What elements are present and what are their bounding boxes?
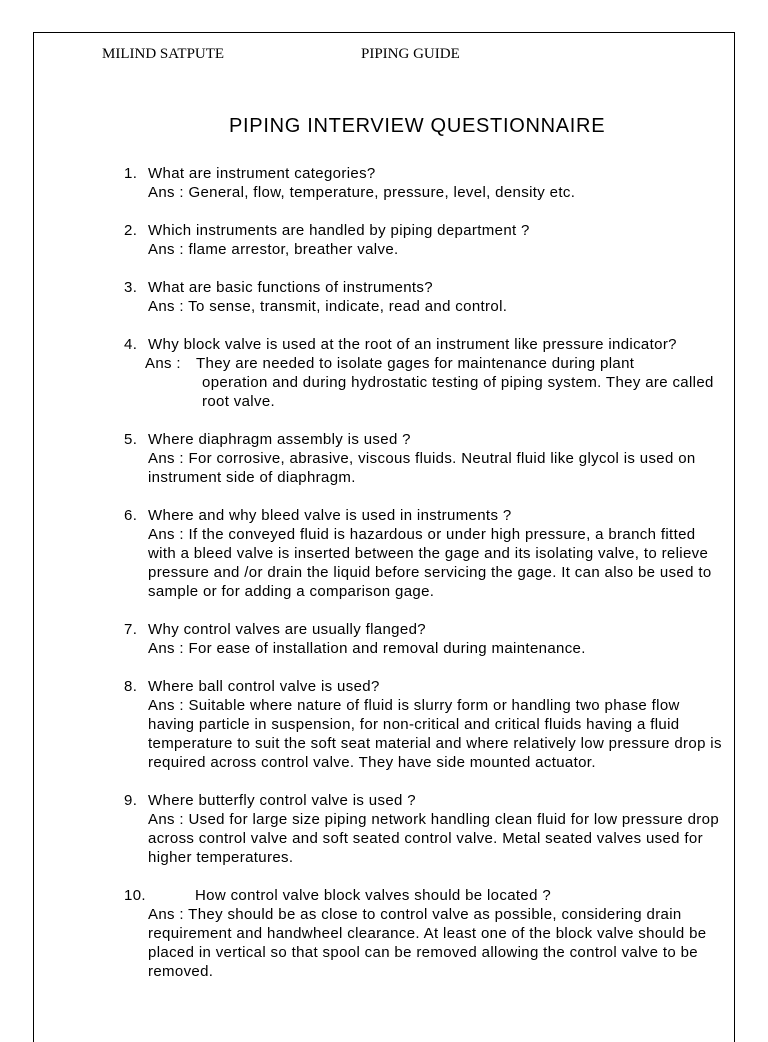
question-item bbox=[124, 677, 724, 772]
answer-text: Ans : For corrosive, abrasive, viscous fluids. Neutral fluid like glycol is used on instrument side of diaphragm. bbox=[148, 450, 696, 486]
answer-text: Ans : flame arrestor, breather valve. bbox=[148, 241, 399, 258]
question-number: 10. bbox=[124, 887, 146, 904]
answer-block bbox=[145, 354, 724, 411]
answer-text: Ans : Used for large size piping network handling clean fluid for low pressure drop across control valve and soft seated control valve. Metal seated valves used for higher temperatures. bbox=[148, 811, 720, 866]
question-item bbox=[124, 335, 724, 411]
question-list bbox=[124, 164, 724, 1000]
question-number: 4. bbox=[124, 336, 138, 353]
question-number: 8. bbox=[124, 678, 138, 695]
question-text: Why block valve is used at the root of an instrument like pressure indicator? bbox=[148, 336, 677, 353]
question-number: 9. bbox=[124, 792, 138, 809]
question-item bbox=[124, 430, 724, 487]
question-item bbox=[124, 278, 724, 316]
answer-text-continued: operation and during hydrostatic testing of piping system. They are called root valve. bbox=[202, 374, 714, 410]
question-number: 7. bbox=[124, 621, 138, 638]
question-item bbox=[124, 221, 724, 259]
question-text: Which instruments are handled by piping department ? bbox=[148, 222, 530, 239]
question-text: Why control valves are usually flanged? bbox=[148, 621, 426, 638]
question-item bbox=[124, 164, 724, 202]
question-text: Where diaphragm assembly is used ? bbox=[148, 431, 411, 448]
question-text: What are instrument categories? bbox=[148, 165, 376, 182]
page-title: PIPING INTERVIEW QUESTIONNAIRE bbox=[229, 115, 606, 137]
question-number: 5. bbox=[124, 431, 138, 448]
answer-text: Ans : General, flow, temperature, pressure, level, density etc. bbox=[148, 184, 576, 201]
question-number: 3. bbox=[124, 279, 138, 296]
question-item bbox=[124, 620, 724, 658]
answer-text: Ans : For ease of installation and removal during maintenance. bbox=[148, 640, 586, 657]
header-guide-title: PIPING GUIDE bbox=[361, 46, 460, 62]
question-text: Where and why bleed valve is used in instruments ? bbox=[148, 507, 512, 524]
question-text: Where ball control valve is used? bbox=[148, 678, 380, 695]
question-number: 1. bbox=[124, 165, 138, 182]
answer-label: Ans : bbox=[145, 355, 181, 372]
question-item bbox=[124, 506, 724, 601]
header-author: MILIND SATPUTE bbox=[102, 46, 225, 62]
answer-text: They are needed to isolate gages for maintenance during plant bbox=[196, 355, 635, 372]
question-number: 2. bbox=[124, 222, 138, 239]
question-text: Where butterfly control valve is used ? bbox=[148, 792, 416, 809]
question-item bbox=[124, 791, 724, 867]
answer-text: Ans : If the conveyed fluid is hazardous or under high pressure, a branch fitted with a bleed valve is inserted between the gage and its isolating valve, to relieve pressure and /or drain the liquid before servicing the gage. It can also be used to sample or for adding a comparison gage. bbox=[148, 526, 712, 600]
question-number: 6. bbox=[124, 507, 138, 524]
answer-text: Ans : To sense, transmit, indicate, read and control. bbox=[148, 298, 508, 315]
answer-text: Ans : They should be as close to control valve as possible, considering drain requirement and handwheel clearance. At least one of the block valve should be placed in vertical so that spool can be removed allowing the control valve to be removed. bbox=[148, 906, 707, 980]
question-item bbox=[124, 886, 724, 981]
question-text: How control valve block valves should be located ? bbox=[195, 887, 552, 904]
answer-text: Ans : Suitable where nature of fluid is slurry form or handling two phase flow having particle in suspension, for non-critical and critical fluids having a fluid temperature to suit the soft seat material and where relatively low pressure drop is required across control valve. They have side mounted actuator. bbox=[148, 697, 722, 771]
question-text: What are basic functions of instruments? bbox=[148, 279, 433, 296]
